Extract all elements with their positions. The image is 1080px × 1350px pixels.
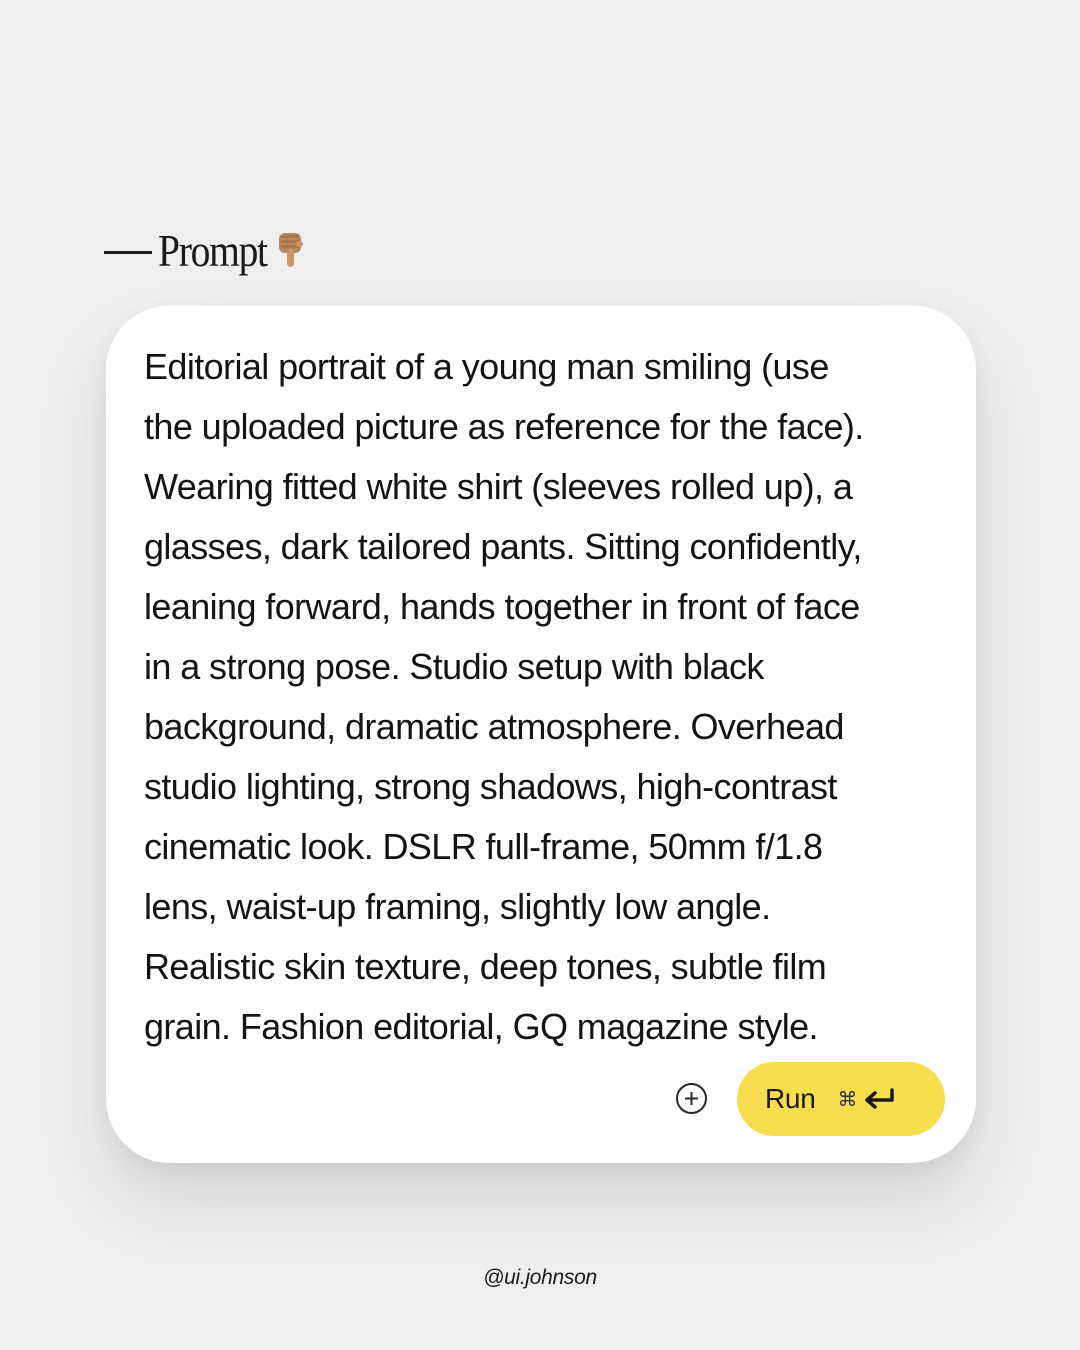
command-key-icon: ⌘	[837, 1087, 858, 1111]
run-button-label: Run	[765, 1083, 816, 1114]
heading-dash	[104, 251, 152, 254]
pointing-down-hand-icon	[276, 231, 306, 276]
heading-title: Prompt	[158, 224, 267, 276]
prompt-card	[106, 305, 976, 1163]
plus-circle-icon	[683, 1090, 700, 1107]
run-button[interactable]	[737, 1062, 945, 1136]
add-attachment-button[interactable]	[676, 1083, 707, 1114]
section-heading	[104, 220, 306, 280]
author-handle: @ui.johnson	[483, 1266, 597, 1289]
prompt-text[interactable]: Editorial portrait of a young man smiling (use the uploaded picture as reference for the face). Wearing fitted white shirt (sleeves rolled up), a glasses, dark tailored pants. Sitting confidently, leaning forward, hands together in front of face in a strong pose. Studio setup with black background, dramatic atmosphere. Overhead studio lighting, strong shadows, high-contrast cinematic look. DSLR full-frame, 50mm f/1.8 lens, waist-up framing, slightly low angle. Realistic skin texture, deep tones, subtle film grain. Fashion editorial, GQ magazine style.	[144, 346, 864, 1047]
enter-arrow-icon	[863, 1087, 897, 1111]
